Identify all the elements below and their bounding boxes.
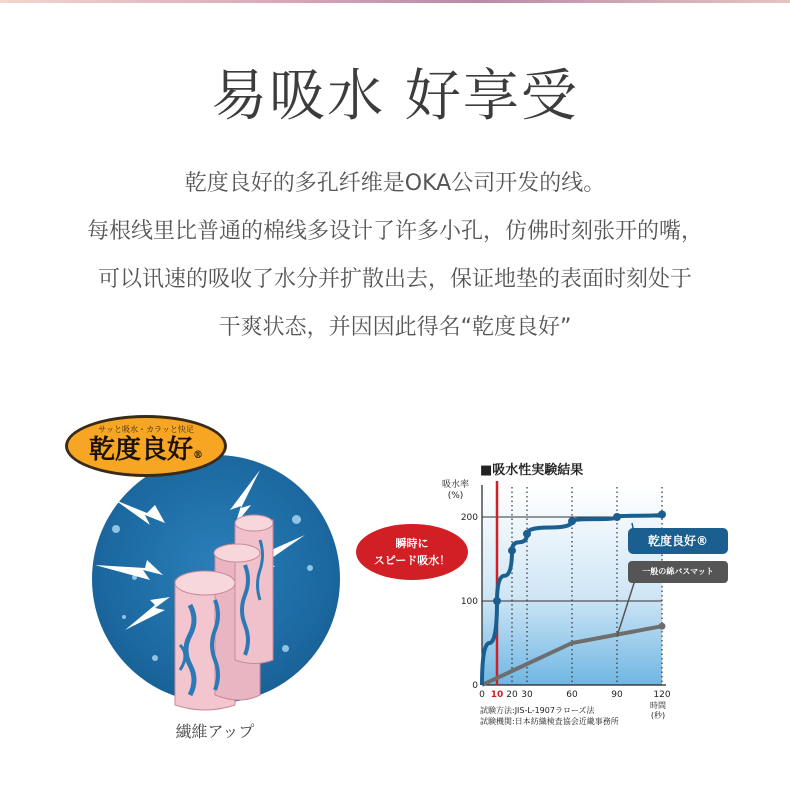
- arrow-icon: [95, 560, 163, 580]
- x-tick-label: 30: [521, 690, 533, 700]
- arrow-icon: [125, 597, 170, 630]
- series-point-oka: [568, 517, 576, 525]
- series-point-oka: [508, 547, 516, 555]
- badge-tagline: サッと吸水・カラッと快足: [98, 425, 194, 434]
- y-tick-label: 200: [460, 513, 478, 523]
- test-institute-note: 試験機関:日本紡織検査協会近畿事務所: [480, 717, 619, 726]
- series-point-oka: [658, 510, 666, 518]
- page-heading: 易吸水 好享受: [211, 64, 579, 129]
- y-tick-label: 100: [460, 597, 478, 607]
- registered-mark: ®: [193, 450, 203, 461]
- description-line: 可以讯速的吸收了水分并扩散出去，保证地垫的表面时刻处于: [97, 267, 692, 292]
- arrow-icon: [115, 500, 165, 525]
- brand-badge: [65, 415, 227, 477]
- chart-x-label: [650, 701, 666, 721]
- series-point-cotton: [659, 623, 666, 630]
- chart-y-label-text: 吸水率 (%): [442, 480, 470, 501]
- fiber-illustration: [55, 405, 355, 775]
- y-tick-label: 0: [472, 681, 478, 691]
- legend-series-cotton: 一般の綿バスマット: [628, 561, 728, 583]
- speed-callout: [356, 524, 468, 580]
- chart-x-label-text: 時間 (秒): [650, 701, 666, 720]
- fiber-bundle: [175, 515, 273, 710]
- series-point-oka: [613, 513, 621, 521]
- description-line: 干爽状态，并因因此得名“乾度良好”: [218, 315, 572, 340]
- series-point-oka: [523, 530, 531, 538]
- x-tick-label: 0: [479, 690, 485, 700]
- x-tick-label: 90: [611, 690, 623, 700]
- badge-brand-name: [68, 435, 224, 471]
- description-line: 每根线里比普通的棉线多设计了许多小孔，仿佛时刻张开的嘴，: [86, 219, 703, 244]
- x-tick-label: 120: [653, 690, 671, 700]
- series-point-oka: [493, 597, 501, 605]
- legend-series-oka: 乾度良好®: [628, 528, 728, 554]
- top-decor-strip: [0, 0, 790, 3]
- x-tick-label: 10: [490, 690, 504, 700]
- illustration-caption: 繊維アップ: [175, 722, 255, 741]
- chart-title: ■吸水性実験結果: [480, 463, 584, 478]
- chart-plot: [340, 455, 790, 775]
- description-line: 乾度良好的多孔纤维是OKA公司开发的线。: [184, 171, 606, 196]
- speed-callout-text: 瞬時に スピード吸水！: [373, 537, 451, 567]
- x-tick-label: 60: [566, 690, 578, 700]
- absorption-chart: [340, 455, 790, 775]
- badge-brand-text: 乾度良好: [88, 435, 193, 465]
- test-method-note: 試験方法:JIS-L-1907ラローズ法: [480, 706, 595, 715]
- x-tick-label: 20: [506, 690, 518, 700]
- description-paragraph: [0, 160, 790, 352]
